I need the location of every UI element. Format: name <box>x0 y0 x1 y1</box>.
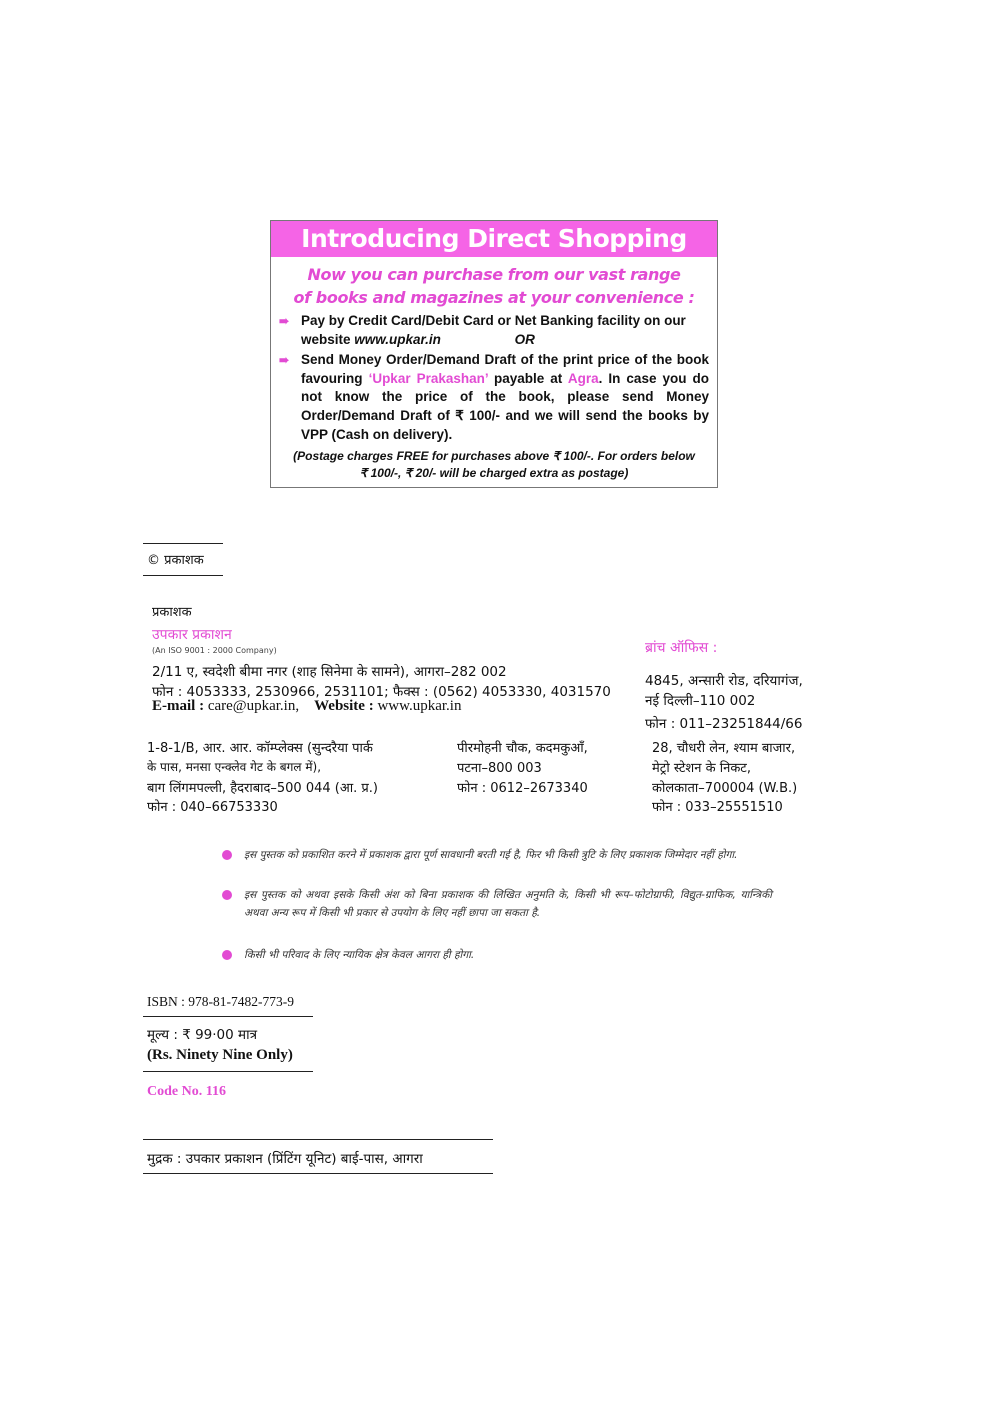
publisher-address: 2/11 ए, स्वदेशी बीमा नगर (शाह सिनेमा के सामने), आगरा–282 002 <box>152 664 507 680</box>
printer: मुद्रक : उपकार प्रकाशन (प्रिंटिंग यूनिट) बाई-पास, आगरा <box>147 1151 423 1167</box>
ad-option-card-text: Pay by Credit Card/Debit Card or Net Banking facility on our <box>301 313 686 328</box>
branch-kol-line3: कोलकाता–700004 (W.B.) <box>652 781 798 796</box>
ad-option-mo-text3: . In case you do not know the price of the book, please send Money Order/Demand Draft of ₹ 100/- and we will send the books by VPP (Cash on delivery). <box>301 370 710 442</box>
ad-option-card <box>271 312 717 349</box>
ad-or: OR <box>514 331 535 347</box>
publisher-iso: (An ISO 9001 : 2000 Company) <box>152 646 277 655</box>
divider <box>143 1139 493 1140</box>
bullet-icon <box>222 950 232 960</box>
branch-patna-phone: फोन : 0612–2673340 <box>457 781 588 796</box>
code-number: Code No. 116 <box>147 1084 226 1099</box>
arrow-icon: ➠ <box>279 314 290 328</box>
ad-subtitle-line1: Now you can purchase from our vast range <box>307 265 681 284</box>
notice-text: इस पुस्तक को प्रकाशित करने में प्रकाशक द्वारा पूर्ण सावधानी बरती गई है, फिर भी किसी त्रुटि के लिए प्रकाशक जिम्मेदार नहीं होगा. <box>244 849 738 861</box>
notice-text: इस पुस्तक को अथवा इसके किसी अंश को बिना प्रकाशक की लिखित अनुमति के, किसी भी रूप–फोटोग्राफी, विद्युत-ग्राफिक, यान्त्रिकी अथवा अन्य रूप में किसी भी प्रकार से उपयोग के लिए नहीं छापा जा सकता है. <box>244 889 772 919</box>
price: मूल्य : ₹ 99·00 मात्र <box>147 1027 258 1043</box>
ad-note-line2: ₹ 100/-, ₹ 20/- will be charged extra as postage) <box>359 466 629 481</box>
branch-hyd-line2: के पास, मनसा एन्क्लेव गेट के बगल में), <box>147 760 322 774</box>
direct-shopping-ad <box>270 220 718 488</box>
divider <box>143 1071 313 1072</box>
branch-label: ब्रांच ऑफिस : <box>645 640 718 656</box>
branch-delhi-line1: 4845, अन्सारी रोड, दरियागंज, <box>645 673 803 689</box>
ad-website-link[interactable]: www.upkar.in <box>354 331 441 347</box>
ad-subtitle <box>271 263 717 309</box>
website-value[interactable]: www.upkar.in <box>377 698 462 714</box>
arrow-icon: ➠ <box>279 353 290 368</box>
ad-postage-note <box>271 448 717 482</box>
notice-item <box>222 886 772 922</box>
branch-hyd-line1: 1-8-1/B, आर. आर. कॉम्प्लेक्स (सुन्दरैया पार्क <box>147 741 373 756</box>
website-label: Website : <box>314 698 374 714</box>
ad-note-line1: (Postage charges FREE for purchases above ₹ 100/-. For orders below <box>293 449 695 464</box>
branch-kol-line1: 28, चौधरी लेन, श्याम बाजार, <box>652 741 796 756</box>
copyright: © प्रकाशक <box>147 553 204 568</box>
divider <box>143 1016 313 1017</box>
price-in-words: (Rs. Ninety Nine Only) <box>147 1047 293 1063</box>
branch-patna-line2: पटना–800 003 <box>457 761 542 776</box>
branch-patna-line1: पीरमोहनी चौक, कदमकुआँ, <box>457 741 588 756</box>
notice-item <box>222 946 772 964</box>
ad-options-list <box>271 312 717 444</box>
notice-text: किसी भी परिवाद के लिए न्यायिक क्षेत्र केवल आगरा ही होगा. <box>244 949 475 961</box>
ad-subtitle-line2: of books and magazines at your convenience : <box>293 288 695 307</box>
branch-delhi-line2: नई दिल्ली–110 002 <box>645 693 756 709</box>
isbn: ISBN : 978-81-7482-773-9 <box>147 994 294 1009</box>
notice-item <box>222 846 772 864</box>
branch-kol-phone: फोन : 033–25551510 <box>652 800 783 815</box>
ad-publisher-highlight: ‘Upkar Prakashan’ <box>368 370 488 386</box>
ad-option-money-order <box>271 351 717 444</box>
ad-city-highlight: Agra <box>567 370 599 386</box>
publisher-phone: फोन : 4053333, 2530966, 2531101; फैक्स : (0562) 4053330, 4031570 <box>152 684 611 700</box>
publisher-contact <box>152 698 461 715</box>
branch-delhi-phone: फोन : 011–23251844/66 <box>645 716 803 732</box>
branch-hyd-line3: बाग लिंगमपल्ली, हैदराबाद–500 044 (आ. प्र.) <box>147 781 379 796</box>
branch-kol-line2: मेट्रो स्टेशन के निकट, <box>652 761 751 776</box>
ad-option-mo-text1: Send Money Order/Demand Draft of the print price of the book favouring <box>301 352 709 386</box>
divider <box>143 1173 493 1174</box>
divider <box>143 575 223 576</box>
publisher-label: प्रकाशक <box>152 605 192 620</box>
divider <box>143 543 223 544</box>
bullet-icon <box>222 850 232 860</box>
email-label: E-mail : <box>152 698 205 714</box>
bullet-icon <box>222 890 232 900</box>
ad-website-label: website <box>301 331 351 347</box>
email-value[interactable]: care@upkar.in, <box>207 698 300 714</box>
ad-title: Introducing Direct Shopping <box>271 221 717 257</box>
ad-option-mo-text2: payable at <box>493 370 563 386</box>
publisher-name: उपकार प्रकाशन <box>152 627 232 643</box>
branch-hyd-phone: फोन : 040–66753330 <box>147 800 278 815</box>
